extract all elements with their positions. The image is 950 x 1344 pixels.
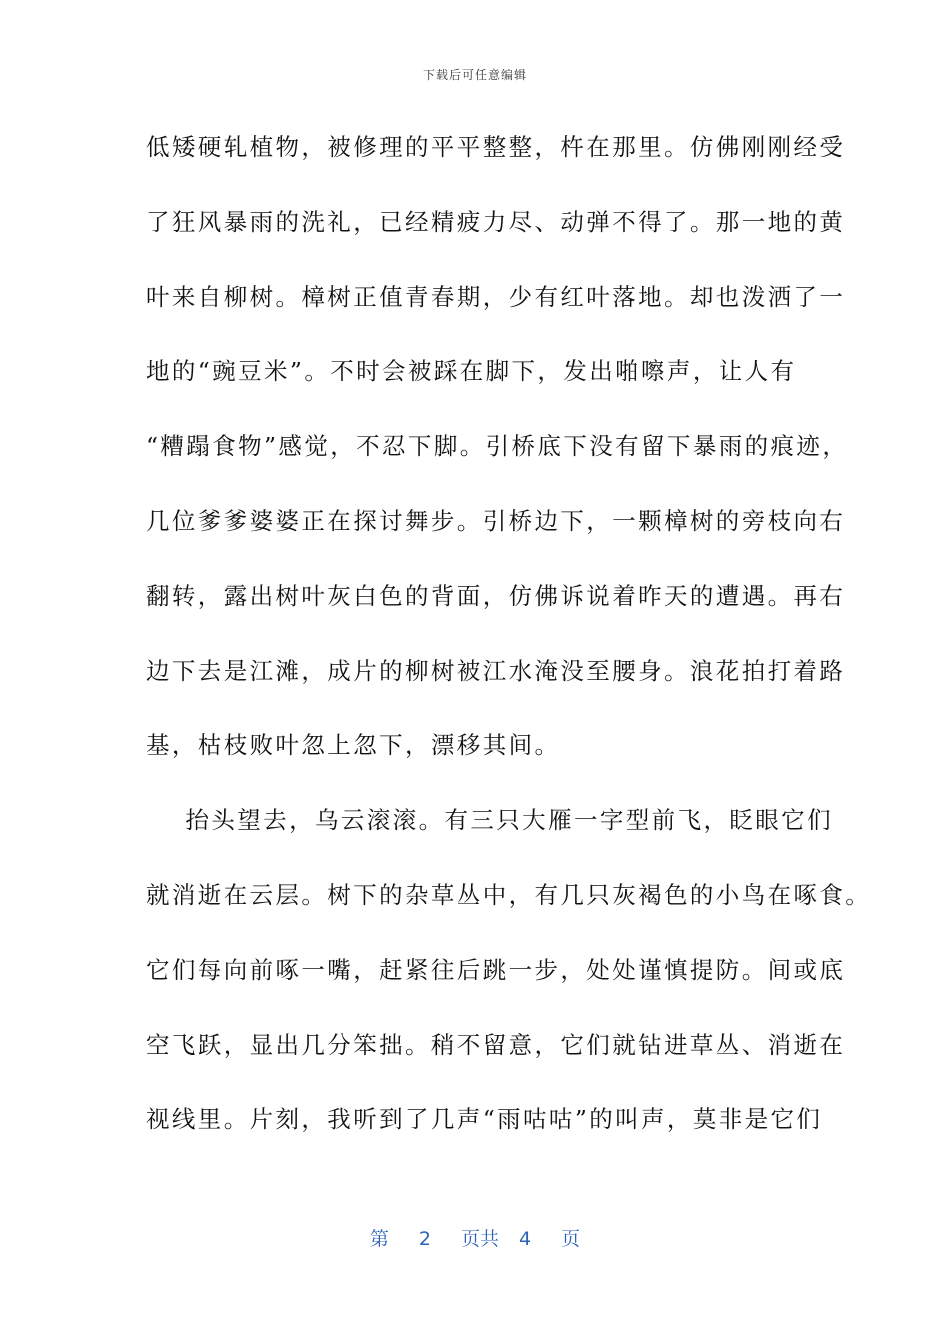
- text-line: 几位爹爹婆婆正在探讨舞步。引桥边下，一颗樟树的旁枝向右: [146, 506, 846, 535]
- text-line: 叶来自柳树。樟树正值青春期，少有红叶落地。却也泼洒了一: [146, 282, 846, 311]
- document-body: [146, 121, 872, 1168]
- text-line: 翻转，露出树叶灰白色的背面，仿佛诉说着昨天的遭遇。再右: [146, 581, 846, 610]
- text-line: 就消逝在云层。树下的杂草丛中，有几只灰褐色的小鸟在啄食。: [146, 880, 872, 909]
- text-line: “糟蹋食物”感觉，不忍下脚。引桥底下没有留下暴雨的痕迹，: [146, 432, 849, 461]
- text-line: 视线里。片刻，我听到了几声“雨咕咕”的叫声，莫非是它们: [146, 1105, 823, 1134]
- text-line: 了狂风暴雨的洗礼，已经精疲力尽、动弹不得了。那一地的黄: [146, 207, 846, 236]
- text-line: 抬头望去，乌云滚滚。有三只大雁一字型前飞，眨眼它们: [146, 806, 833, 835]
- text-line: 空飞跃，显出几分笨拙。稍不留意，它们就钻进草丛、消逝在: [146, 1030, 846, 1059]
- page-current-number: 2: [418, 1228, 431, 1250]
- page-total-number: 4: [519, 1228, 532, 1250]
- text-line: 低矮硬轧植物，被修理的平平整整，杵在那里。仿佛刚刚经受: [146, 133, 846, 161]
- text-line: 地的“豌豆米”。不时会被踩在脚下，发出啪嚓声，让人有: [146, 357, 797, 386]
- footer-label-ye-gong: 页共: [460, 1228, 499, 1250]
- text-line: 它们每向前啄一嘴，赶紧往后跳一步，处处谨慎提防。间或底: [146, 955, 846, 984]
- page-header: 下载后可任意编辑: [422, 68, 527, 82]
- page-footer: [0, 1224, 950, 1251]
- footer-label-ye: 页: [561, 1228, 581, 1250]
- text-line: 基，枯枝败叶忽上忽下，漂移其间。: [146, 731, 561, 760]
- text-line: 边下去是江滩，成片的柳树被江水淹没至腰身。浪花拍打着路: [146, 656, 846, 685]
- footer-label-di: 第: [369, 1228, 389, 1250]
